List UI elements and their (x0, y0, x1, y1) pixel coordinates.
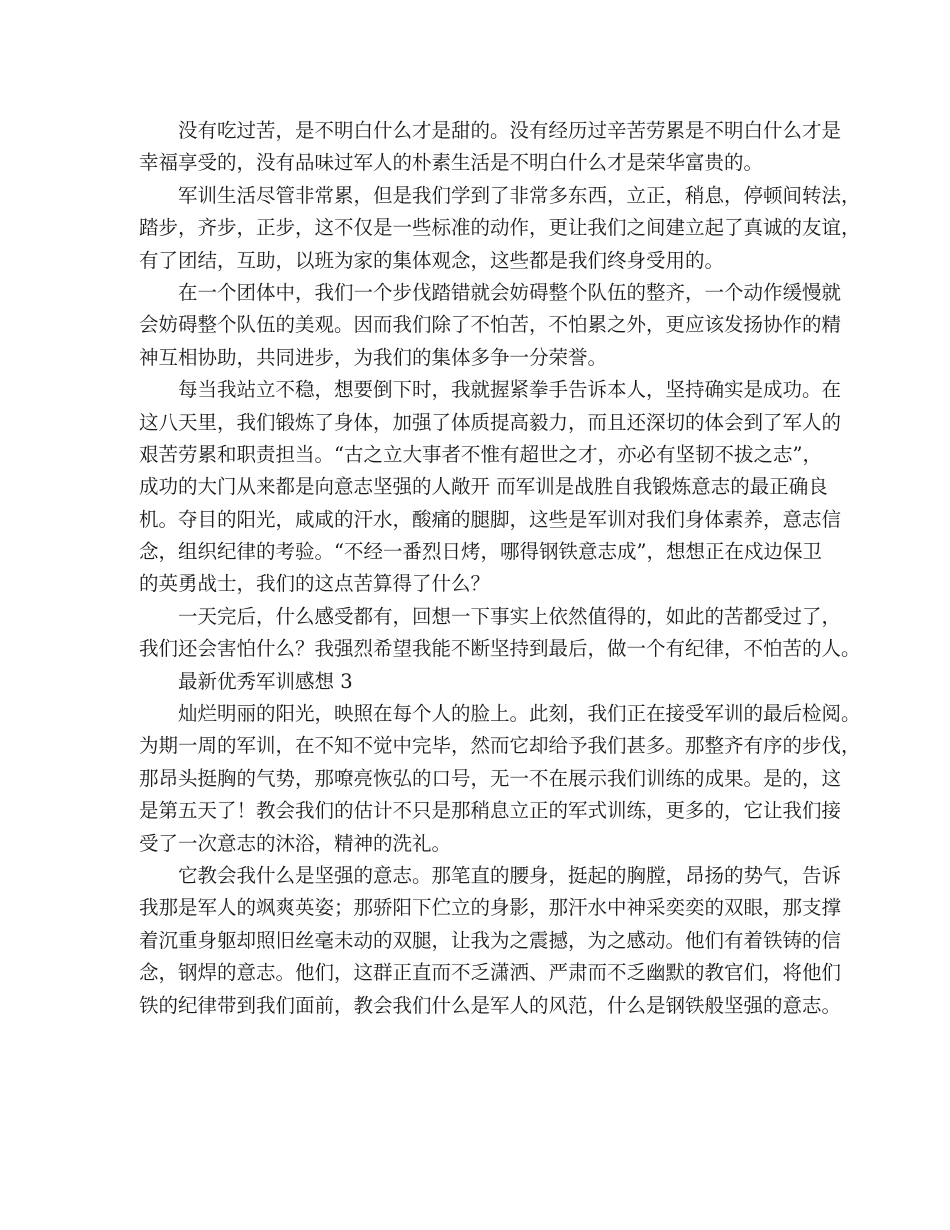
text-line: 幸福享受的，没有品味过军人的朴素生活是不明白什么才是荣华富贵的。 (139, 151, 764, 175)
text-line: 这八天里，我们锻炼了身体，加强了体质提高毅力，而且还深切的体会到了军人的 (139, 410, 842, 434)
text-line: 着沉重身躯却照旧丝毫未动的双腿，让我为之震撼，为之感动。他们有着铁铸的信 (139, 928, 842, 952)
text-line: 机。夺目的阳光，咸咸的汗水，酸痛的腿脚，这些是军训对我们身体素养，意志信 (139, 507, 842, 531)
text-line: 那昂头挺胸的气势，那嘹亮恢弘的口号，无一不在展示我们训练的成果。是的，这 (139, 766, 842, 790)
text-line: 是第五天了！教会我们的估计不只是那稍息立正的军式训练，更多的，它让我们接 (139, 799, 842, 823)
text-line: 有了团结，互助，以班为家的集体观念，这些都是我们终身受用的。 (139, 248, 725, 272)
text-line: 会妨碍整个队伍的美观。因而我们除了不怕苦，不怕累之外，更应该发扬协作的精 (139, 313, 842, 337)
text-line: 我那是军人的飒爽英姿；那骄阳下伫立的身影，那汗水中神采奕奕的双眼，那支撑 (139, 896, 842, 920)
text-line: 艰苦劳累和职责担当。“古之立大事者不惟有超世之才，亦必有坚韧不拔之志”， (139, 442, 822, 466)
text-line: 踏步，齐步，正步，这不仅是一些标准的动作，更让我们之间建立起了真诚的友谊， (139, 216, 861, 240)
text-line: 的英勇战士，我们的这点苦算得了什么？ (139, 572, 491, 596)
text-line: 念，组织纪律的考验。“不经一番烈日烤，哪得钢铁意志成”，想想正在戍边保卫 (139, 540, 822, 564)
text-line: 我们还会害怕什么？我强烈希望我能不断坚持到最后，做一个有纪律，不怕苦的人。 (139, 637, 861, 661)
text-line: 没有吃过苦，是不明白什么才是甜的。没有经历过辛苦劳累是不明白什么才是 (178, 119, 842, 142)
document-page (139, 115, 861, 1022)
text-line: 军训生活尽管非常累，但是我们学到了非常多东西，立正，稍息，停顿间转法， (178, 183, 861, 207)
text-line: 念，钢焊的意志。他们，这群正直而不乏潇洒、严肃而不乏幽默的教官们，将他们 (139, 961, 842, 985)
text-line: 神互相协助，共同进步，为我们的集体多争一分荣誉。 (139, 345, 608, 369)
text-line: 铁的纪律带到我们面前，教会我们什么是军人的风范，什么是钢铁般坚强的意志。 (139, 993, 842, 1017)
text-line: 一天完后，什么感受都有，回想一下事实上依然值得的，如此的苦都受过了， (178, 604, 842, 628)
text-line: 在一个团体中，我们一个步伐踏错就会妨碍整个队伍的整齐，一个动作缓慢就 (178, 280, 842, 304)
text-line: 它教会我什么是坚强的意志。那笔直的腰身，挺起的胸膛，昂扬的势气，告诉 (178, 863, 842, 887)
text-line: 受了一次意志的沐浴，精神的洗礼。 (139, 831, 452, 855)
text-line: 灿烂明丽的阳光，映照在每个人的脸上。此刻，我们正在接受军训的最后检阅。 (178, 702, 861, 726)
section-heading: 最新优秀军训感想 3 (178, 669, 353, 693)
text-line: 每当我站立不稳，想要倒下时，我就握紧拳手告诉本人，坚持确实是成功。在 (178, 378, 842, 402)
text-line: 为期一周的军训，在不知不觉中完毕，然而它却给予我们甚多。那整齐有序的步伐， (139, 734, 861, 758)
text-line: 成功的大门从来都是向意志坚强的人敞开 而军训是战胜自我锻炼意志的最正确良 (139, 475, 828, 499)
